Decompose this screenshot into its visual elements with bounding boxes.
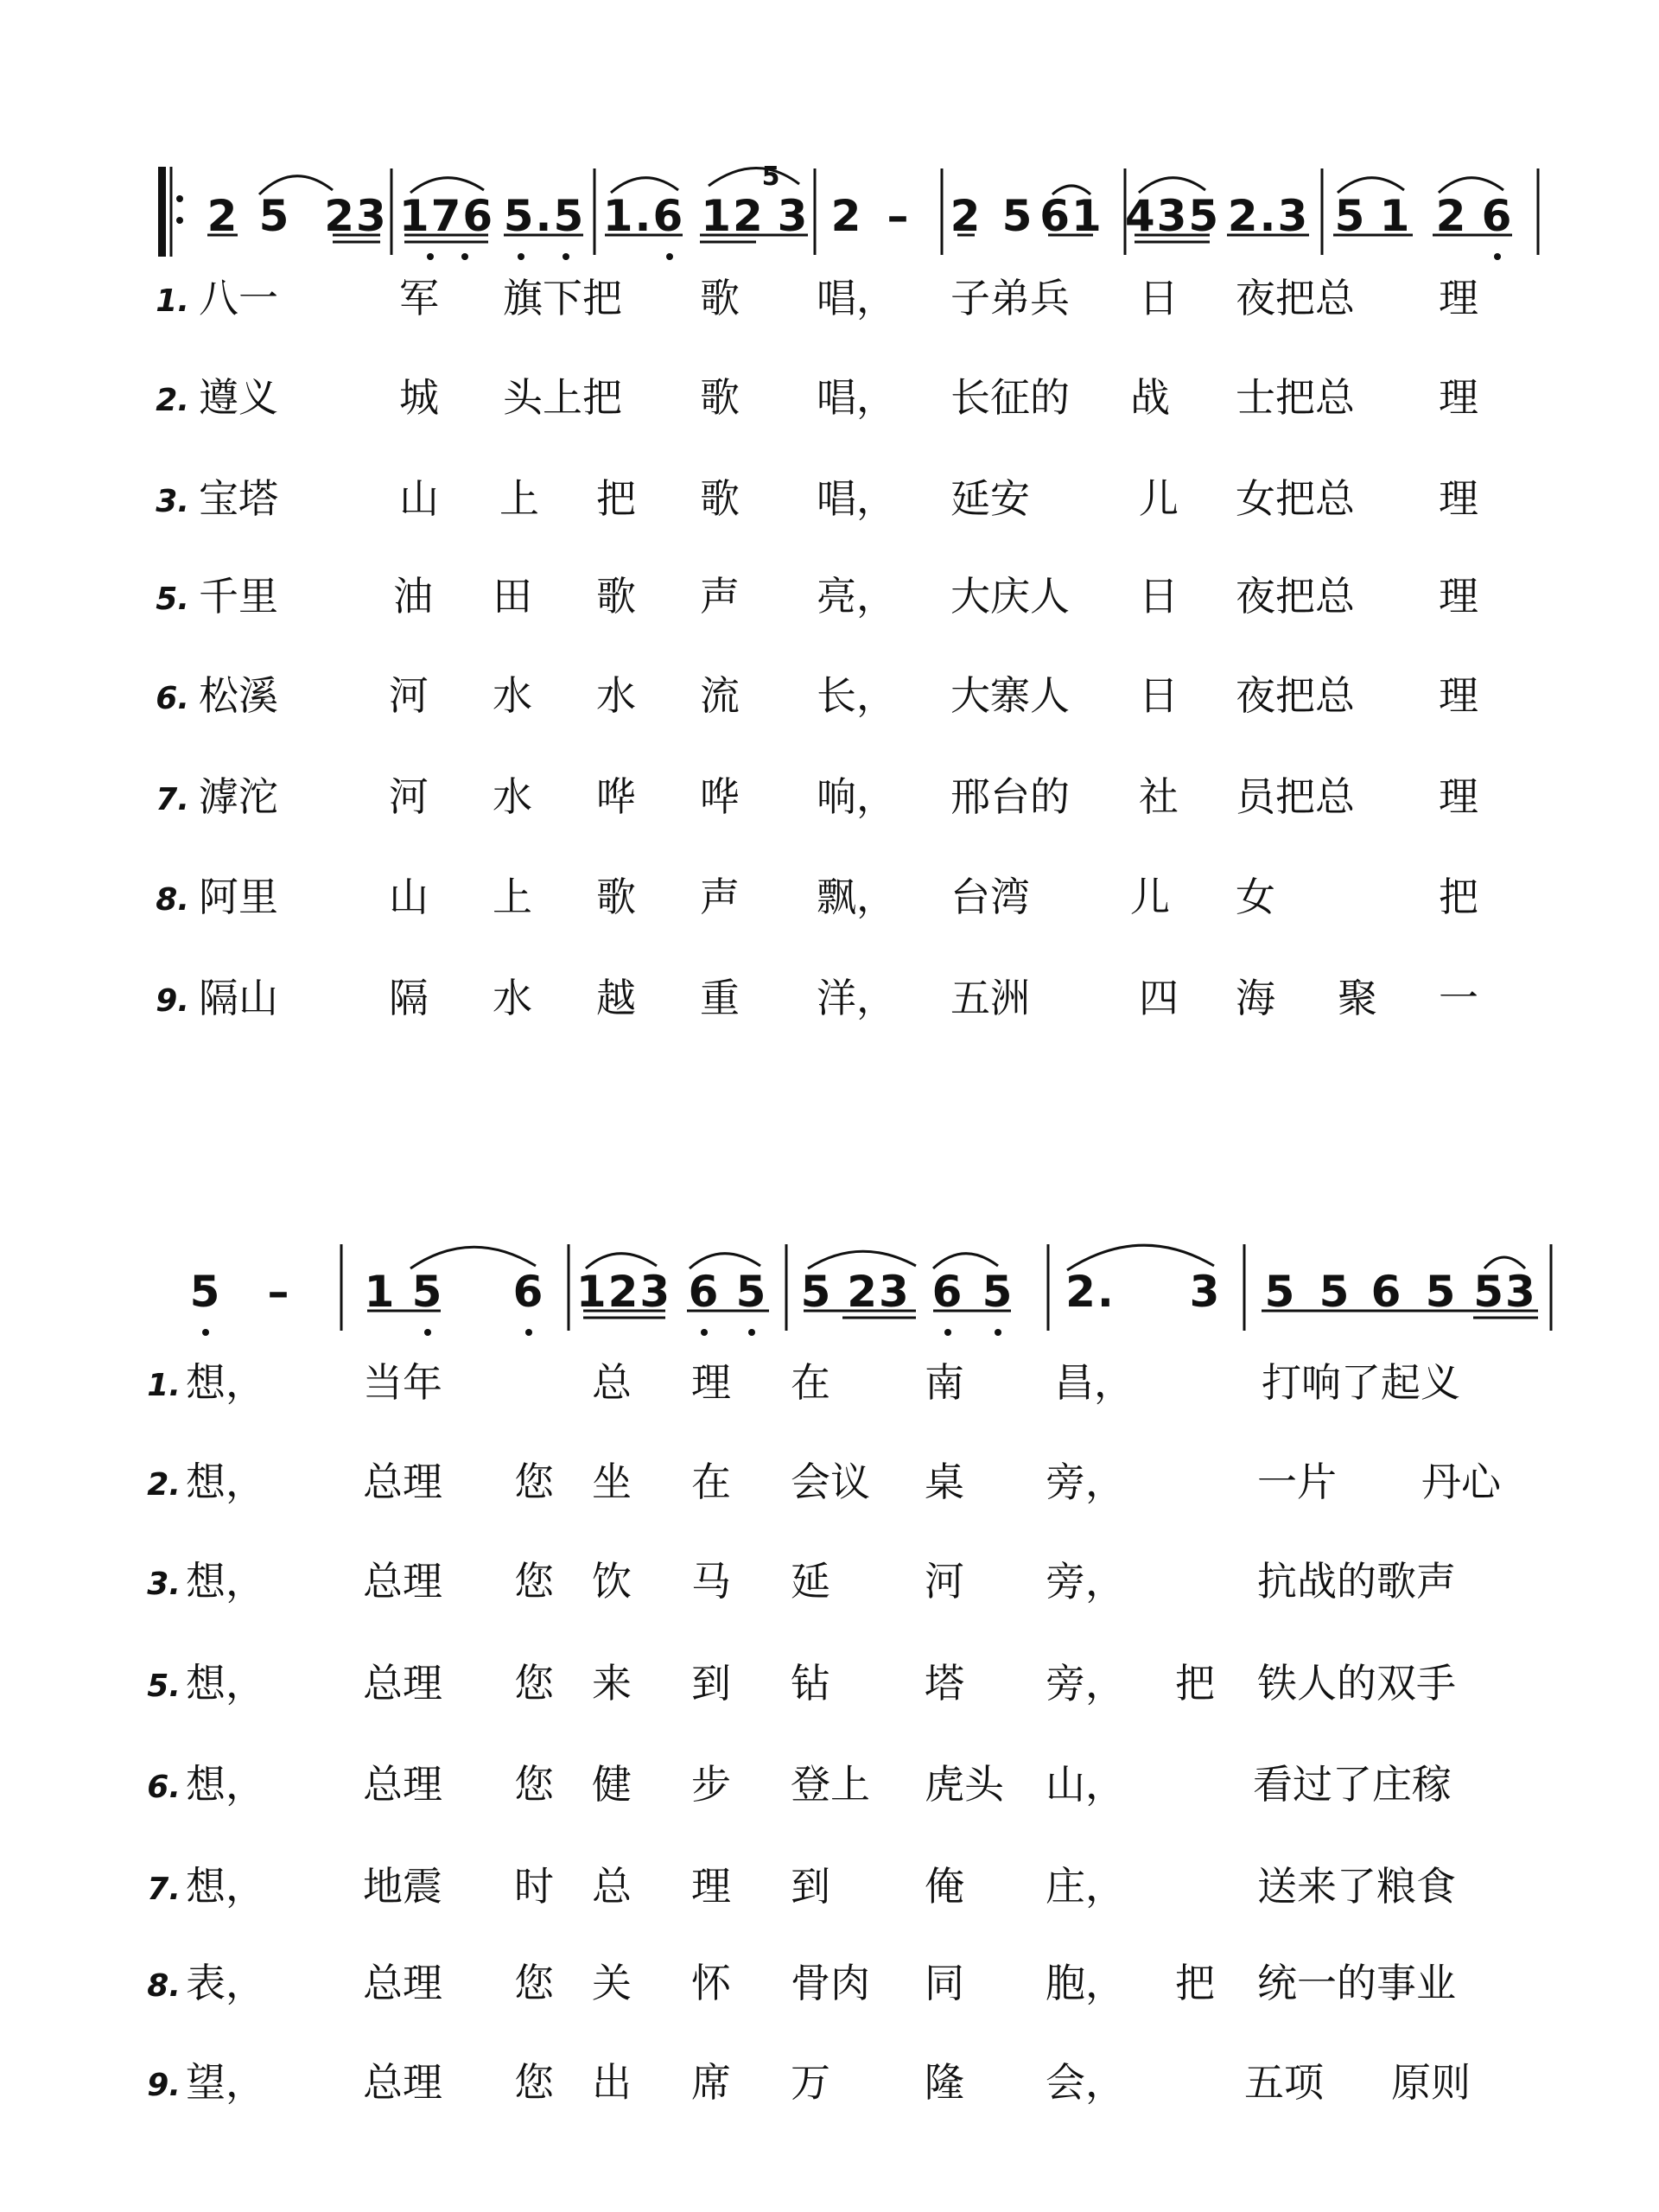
lyric-word: 流 — [700, 672, 740, 719]
verse-row — [0, 1754, 1659, 1815]
lyric-word: 想， — [186, 1359, 265, 1406]
lyric-word: 把 — [1439, 874, 1478, 920]
octave-dot — [995, 1329, 1001, 1336]
lyric-word: 女 — [1236, 874, 1275, 920]
lyric-word: 头上把 — [503, 374, 622, 421]
note-token: 123 — [575, 1267, 672, 1317]
lyric-word: 油 — [393, 573, 433, 620]
lyric-word: 水 — [493, 672, 532, 719]
note-token: 6 — [512, 1267, 545, 1317]
octave-dot — [461, 253, 468, 260]
lyric-word: 登上 — [791, 1761, 870, 1808]
lyric-word: 统一的事业 — [1257, 1960, 1456, 2006]
note-token: 1 — [364, 1267, 397, 1317]
lyric-word: 四 — [1139, 975, 1179, 1021]
lyric-word: 隔 — [389, 975, 429, 1021]
lyric-word: 看过了庄稼 — [1253, 1761, 1452, 1808]
lyric-word: 水 — [493, 773, 532, 820]
note-token: 6 — [1481, 191, 1514, 241]
slur — [709, 168, 799, 186]
verse-row — [0, 468, 1659, 529]
lyric-word: 河 — [925, 1558, 964, 1605]
verse-row — [0, 867, 1659, 927]
note-token: 1.6 — [602, 191, 685, 241]
lyric-word: 歌 — [700, 475, 740, 522]
lyric-word: 战 — [1130, 374, 1170, 421]
lyric-word: 邢台的 — [950, 773, 1070, 820]
note-token: 5 — [411, 1267, 444, 1317]
lyric-word: 响， — [817, 773, 896, 820]
lyric-word: 长征的 — [950, 374, 1070, 421]
lyric-word: 隔山 — [199, 975, 278, 1021]
lyric-word: 到 — [691, 1660, 731, 1707]
lyric-word: 您 — [514, 1459, 554, 1505]
lyric-word: 士把总 — [1236, 374, 1355, 421]
lyric-word: 一片 — [1257, 1459, 1337, 1505]
lyric-word: 员把总 — [1236, 773, 1355, 820]
lyric-word: 歌 — [700, 275, 740, 321]
lyric-word: 在 — [691, 1459, 731, 1505]
lyric-word: 饮 — [592, 1558, 632, 1605]
lyric-word: 会议 — [791, 1459, 870, 1505]
octave-dot — [944, 1329, 951, 1336]
lyric-word: 南 — [925, 1359, 964, 1406]
lyric-word: 延安 — [950, 475, 1030, 522]
lyric-word: 旁， — [1046, 1558, 1125, 1605]
lyric-word: 同 — [925, 1960, 964, 2006]
lyric-word: 出 — [592, 2059, 632, 2106]
lyric-word: 长， — [817, 672, 896, 719]
lyric-word: 唱， — [817, 275, 896, 321]
lyric-word: 健 — [592, 1761, 632, 1808]
lyric-word: 铁人的双手 — [1257, 1660, 1456, 1707]
lyric-word: 遵义 — [199, 374, 278, 421]
lyric-word: 上 — [493, 874, 532, 920]
note-token: 6 — [931, 1267, 964, 1317]
verse-row — [0, 1653, 1659, 1713]
lyric-word: 庄， — [1046, 1863, 1125, 1910]
lyric-word: 子弟兵 — [950, 275, 1070, 321]
lyric-word: 亮， — [817, 573, 896, 620]
note-token: 5 — [1264, 1267, 1297, 1317]
lyric-word: 女把总 — [1236, 475, 1355, 522]
verse-number: 9. — [147, 2068, 181, 2103]
octave-dot — [427, 253, 434, 260]
lyric-word: 大寨人 — [950, 672, 1070, 719]
octave-dot — [563, 253, 569, 260]
lyric-word: 怀 — [691, 1960, 731, 2006]
lyric-word: 总理 — [363, 1960, 442, 2006]
lyric-word: 歌 — [700, 374, 740, 421]
lyric-word: 理 — [1439, 573, 1478, 620]
note-token: 5 — [1319, 1267, 1351, 1317]
lyric-word: 总理 — [363, 1459, 442, 1505]
repeat-dot — [176, 195, 183, 202]
verse-row — [0, 566, 1659, 626]
verse-row — [0, 367, 1659, 428]
note-token: 2 — [1435, 191, 1468, 241]
lyric-word: 桌 — [925, 1459, 964, 1505]
lyric-word: 理 — [691, 1359, 731, 1406]
note-token: 2 — [207, 191, 239, 241]
verse-row — [0, 268, 1659, 328]
lyric-word: 海 — [1236, 975, 1275, 1021]
lyric-word: 夜把总 — [1236, 672, 1355, 719]
lyric-word: 阿里 — [199, 874, 278, 920]
lyric-word: 打响了起义 — [1262, 1359, 1460, 1406]
note-token: 3 — [1189, 1267, 1222, 1317]
lyric-word: 旗下把 — [503, 275, 622, 321]
lyric-word: 延 — [791, 1558, 830, 1605]
lyric-word: 当年 — [363, 1359, 442, 1406]
verse-row — [0, 1953, 1659, 2013]
lyric-word: 您 — [514, 1558, 554, 1605]
note-token: 3 — [777, 191, 810, 241]
note-token: 5 — [1334, 191, 1367, 241]
lyric-word: 席 — [691, 2059, 731, 2106]
lyric-word: 洋， — [817, 975, 896, 1021]
verse-number: 5. — [156, 582, 189, 617]
note-token: 5 — [735, 1267, 768, 1317]
lyric-word: 理 — [1439, 475, 1478, 522]
lyric-word: 坐 — [592, 1459, 632, 1505]
lyric-word: 唱， — [817, 374, 896, 421]
lyric-word: 想， — [186, 1459, 265, 1505]
lyric-word: 飘， — [817, 874, 896, 920]
dash-token: – — [267, 1267, 291, 1317]
lyric-word: 总理 — [363, 2059, 442, 2106]
lyric-word: 河 — [389, 773, 429, 820]
lyric-word: 来 — [592, 1660, 632, 1707]
lyric-word: 理 — [1439, 672, 1478, 719]
note-token: 53 — [1473, 1267, 1537, 1317]
lyric-word: 山 — [389, 874, 429, 920]
grace-note: 5 — [761, 162, 782, 192]
lyric-word: 俺 — [925, 1863, 964, 1910]
lyric-word: 总理 — [363, 1660, 442, 1707]
lyric-word: 您 — [514, 1660, 554, 1707]
lyric-word: 钻 — [791, 1660, 830, 1707]
verse-row — [0, 2052, 1659, 2113]
lyric-word: 隆 — [925, 2059, 964, 2106]
lyric-word: 儿 — [1139, 475, 1179, 522]
lyric-word: 马 — [691, 1558, 731, 1605]
lyric-word: 哗 — [700, 773, 740, 820]
lyric-word: 山， — [1046, 1761, 1125, 1808]
lyric-word: 宝塔 — [199, 475, 278, 522]
note-token: 23 — [324, 191, 388, 241]
verse-number: 3. — [147, 1567, 181, 1602]
lyric-word: 表， — [186, 1960, 265, 2006]
verse-row — [0, 766, 1659, 827]
verse-number: 8. — [156, 882, 189, 918]
lyric-word: 五洲 — [950, 975, 1030, 1021]
repeat-dot — [176, 217, 183, 224]
repeat-thick-bar — [158, 167, 166, 257]
lyric-word: 五项 — [1244, 2059, 1324, 2106]
octave-dot — [424, 1329, 431, 1336]
lyric-word: 理 — [1439, 773, 1478, 820]
lyric-word: 总理 — [363, 1761, 442, 1808]
lyric-word: 关 — [592, 1960, 632, 2006]
lyric-word: 大庆人 — [950, 573, 1070, 620]
lyric-word: 军 — [399, 275, 439, 321]
verse-row — [0, 968, 1659, 1028]
lyric-word: 上 — [499, 475, 539, 522]
verse-number: 6. — [156, 681, 189, 716]
lyric-word: 把 — [1175, 1660, 1215, 1707]
verse-row — [0, 1551, 1659, 1611]
lyric-word: 胞， — [1046, 1960, 1125, 2006]
note-token: 5.5 — [503, 191, 586, 241]
verse-row — [0, 1452, 1659, 1512]
lyric-word: 旁， — [1046, 1660, 1125, 1707]
lyric-word: 声 — [700, 573, 740, 620]
verse-number: 9. — [156, 983, 189, 1019]
verse-number: 7. — [147, 1872, 181, 1907]
lyric-word: 把 — [1175, 1960, 1215, 2006]
lyric-word: 哗 — [596, 773, 636, 820]
note-token: 2. — [1065, 1267, 1116, 1317]
octave-dot — [1494, 253, 1501, 260]
lyric-word: 送来了粮食 — [1257, 1863, 1456, 1910]
lyric-word: 松溪 — [199, 672, 278, 719]
lyric-word: 重 — [700, 975, 740, 1021]
verse-number: 2. — [147, 1467, 181, 1503]
note-token: 61 — [1039, 191, 1103, 241]
verse-number: 1. — [156, 283, 189, 319]
lyric-word: 台湾 — [950, 874, 1030, 920]
lyric-word: 儿 — [1130, 874, 1170, 920]
lyric-word: 想， — [186, 1558, 265, 1605]
lyric-word: 您 — [514, 1761, 554, 1808]
lyric-word: 地震 — [363, 1863, 442, 1910]
octave-dot — [202, 1329, 209, 1336]
verse-number: 2. — [156, 383, 189, 418]
lyric-word: 日 — [1139, 573, 1179, 620]
lyric-word: 日 — [1139, 672, 1179, 719]
lyric-word: 歌 — [596, 573, 636, 620]
lyric-word: 塔 — [925, 1660, 964, 1707]
lyric-word: 在 — [791, 1359, 830, 1406]
note-token: 2.3 — [1227, 191, 1310, 241]
lyric-word: 总 — [592, 1863, 632, 1910]
note-token: 23 — [847, 1267, 911, 1317]
octave-dot — [666, 253, 673, 260]
lyric-word: 千里 — [199, 573, 278, 620]
verse-row — [0, 1856, 1659, 1916]
octave-dot — [525, 1329, 532, 1336]
dash-token: – — [887, 191, 911, 241]
lyric-word: 抗战的歌声 — [1257, 1558, 1456, 1605]
lyric-word: 一 — [1439, 975, 1478, 1021]
lyric-word: 会， — [1046, 2059, 1125, 2106]
lyric-word: 原则 — [1391, 2059, 1471, 2106]
lyric-word: 夜把总 — [1236, 275, 1355, 321]
notation-line-2 — [0, 1236, 1659, 1348]
note-token: 6 — [688, 1267, 721, 1317]
verse-row — [0, 1352, 1659, 1413]
note-token: 2 — [950, 191, 982, 241]
lyric-word: 理 — [1439, 275, 1478, 321]
verse-number: 5. — [147, 1669, 181, 1704]
verse-number: 1. — [147, 1368, 181, 1403]
lyric-word: 滹沱 — [199, 773, 278, 820]
lyric-word: 理 — [691, 1863, 731, 1910]
note-token: 12 — [701, 191, 765, 241]
lyric-word: 虎头 — [925, 1761, 1004, 1808]
lyric-word: 骨肉 — [791, 1960, 870, 2006]
lyric-word: 时 — [514, 1863, 554, 1910]
lyric-word: 丹心 — [1421, 1459, 1501, 1505]
lyric-word: 越 — [596, 975, 636, 1021]
lyric-word: 田 — [493, 573, 532, 620]
lyric-word: 想， — [186, 1863, 265, 1910]
note-token: 2 — [830, 191, 863, 241]
lyric-word: 把 — [596, 475, 636, 522]
lyric-word: 山 — [399, 475, 439, 522]
note-token: 435 — [1124, 191, 1221, 241]
note-token: 5 — [982, 1267, 1014, 1317]
note-token: 5 — [189, 1267, 222, 1317]
lyric-word: 昌， — [1054, 1359, 1134, 1406]
octave-dot — [748, 1329, 755, 1336]
lyric-word: 想， — [186, 1761, 265, 1808]
lyric-word: 八一 — [199, 275, 278, 321]
note-token: 1 — [1379, 191, 1412, 241]
lyric-word: 到 — [791, 1863, 830, 1910]
lyric-word: 望， — [186, 2059, 265, 2106]
verse-number: 3. — [156, 484, 189, 519]
lyric-word: 歌 — [596, 874, 636, 920]
lyric-word: 日 — [1139, 275, 1179, 321]
lyric-word: 夜把总 — [1236, 573, 1355, 620]
lyric-word: 水 — [596, 672, 636, 719]
lyric-word: 理 — [1439, 374, 1478, 421]
note-token: 176 — [398, 191, 495, 241]
octave-dot — [701, 1329, 708, 1336]
lyric-word: 水 — [493, 975, 532, 1021]
verse-number: 6. — [147, 1770, 181, 1805]
lyric-word: 旁， — [1046, 1459, 1125, 1505]
lyric-word: 总 — [592, 1359, 632, 1406]
verse-number: 8. — [147, 1968, 181, 2004]
verse-number: 7. — [156, 782, 189, 817]
lyric-word: 总理 — [363, 1558, 442, 1605]
lyric-word: 声 — [700, 874, 740, 920]
lyric-word: 聚 — [1338, 975, 1377, 1021]
notation-line-1 — [0, 160, 1659, 272]
note-token: 5 — [1425, 1267, 1458, 1317]
lyric-word: 社 — [1139, 773, 1179, 820]
lyric-word: 河 — [389, 672, 429, 719]
lyric-word: 万 — [791, 2059, 830, 2106]
lyric-word: 城 — [399, 374, 439, 421]
note-token: 5 — [258, 191, 291, 241]
octave-dot — [518, 253, 524, 260]
verse-row — [0, 665, 1659, 726]
lyric-word: 您 — [514, 1960, 554, 2006]
lyric-word: 唱， — [817, 475, 896, 522]
lyric-word: 想， — [186, 1660, 265, 1707]
lyric-word: 步 — [691, 1761, 731, 1808]
note-token: 5 — [800, 1267, 833, 1317]
note-token: 6 — [1370, 1267, 1403, 1317]
note-token: 5 — [1001, 191, 1034, 241]
lyric-word: 您 — [514, 2059, 554, 2106]
